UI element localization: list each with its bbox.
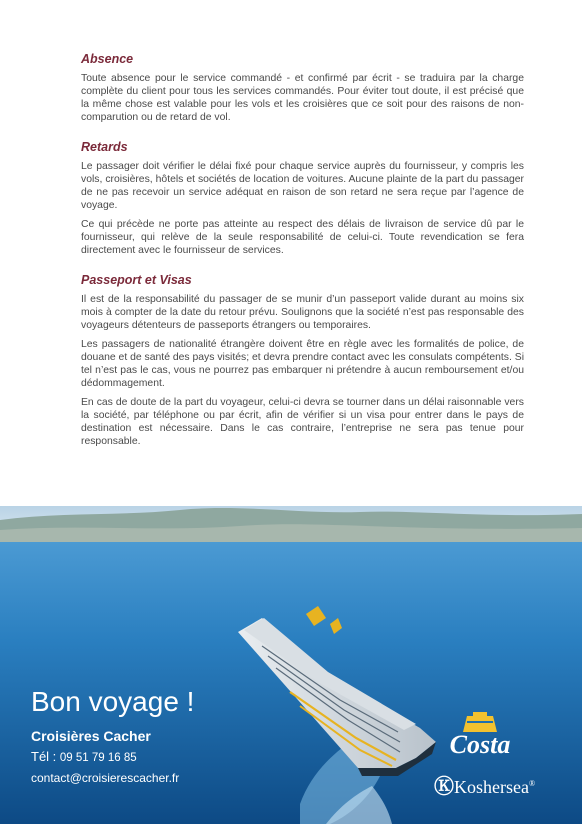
- phone-label: Tél :: [31, 749, 60, 764]
- section-paragraph: Le passager doit vérifier le délai fixé pour chaque service auprès du fournisseur, y compris les vols, croisières, hôtels et sociétés de location de voitures. Aucune plainte de la part du passager de ne pas recevoir un service adéquat en raison de son retard ne sera reçue par l’agence de voyage.: [81, 161, 524, 211]
- section-title: Absence: [81, 52, 134, 66]
- section-absence: [81, 52, 524, 124]
- bon-voyage-heading: Bon voyage !: [31, 686, 195, 717]
- section-passeport-visas: [81, 273, 524, 448]
- section-paragraph: Il est de la responsabilité du passager de se munir d’un passeport valide durant au moins six mois à compter de la date du retour prévu. Soulignons que la société n’est pas responsable des voyageurs détenteurs de passeports étrangers ou temporaires.: [81, 294, 524, 331]
- section-paragraph: Toute absence pour le service commandé - et confirmé par écrit - se traduira par la charge complète du client pour tous les services commandés. Pour éviter tout doute, il est précisé que la même chose est valable pour les vols et les croisières que ce soit pour des raisons de non-comparution ou de retard de vol.: [81, 73, 524, 123]
- section-paragraph: Ce qui précède ne porte pas atteinte au respect des délais de livraison de service dû par le fournisseur, qui relève de la seule responsabilité de celui-ci. Toute revendication se fera directement avec le fournisseur de services.: [81, 219, 524, 256]
- phone-number[interactable]: 09 51 79 16 85: [59, 752, 137, 764]
- section-title: Passeport et Visas: [81, 273, 192, 287]
- terms-content: [81, 52, 524, 464]
- koshersea-k-icon: Ⓚ: [434, 776, 454, 798]
- costa-logo: [435, 712, 525, 760]
- section-paragraph: En cas de doute de la part du voyageur, celui-ci devra se tourner dans un délai raisonnable vers la société, par téléphone ou par écrit, afin de vérifier si un visa pour entrer dans le pays de destination est nécessaire. Dans le cas contraire, l’entreprise ne sera pas tenue pour responsable.: [81, 397, 524, 447]
- section-title: Retards: [81, 140, 128, 154]
- registered-mark-icon: ®: [528, 779, 536, 788]
- section-retards: [81, 140, 524, 257]
- koshersea-logo: [434, 770, 535, 799]
- email-link[interactable]: contact@croisierescacher.fr: [31, 771, 180, 785]
- koshersea-wordmark: Koshersea: [454, 777, 529, 797]
- company-name: Croisières Cacher: [31, 728, 151, 744]
- phone-line: [31, 749, 137, 764]
- costa-wordmark: Costa: [449, 730, 511, 759]
- section-paragraph: Les passagers de nationalité étrangère doivent être en règle avec les formalités de police, de douane et de santé des pays visités; et devra prendre contact avec les consulats compétents. Si tel n’est pas le cas, vous ne pourrez pas embarquer ni prétendre à aucun remboursement et/ou dédommagement.: [81, 339, 525, 389]
